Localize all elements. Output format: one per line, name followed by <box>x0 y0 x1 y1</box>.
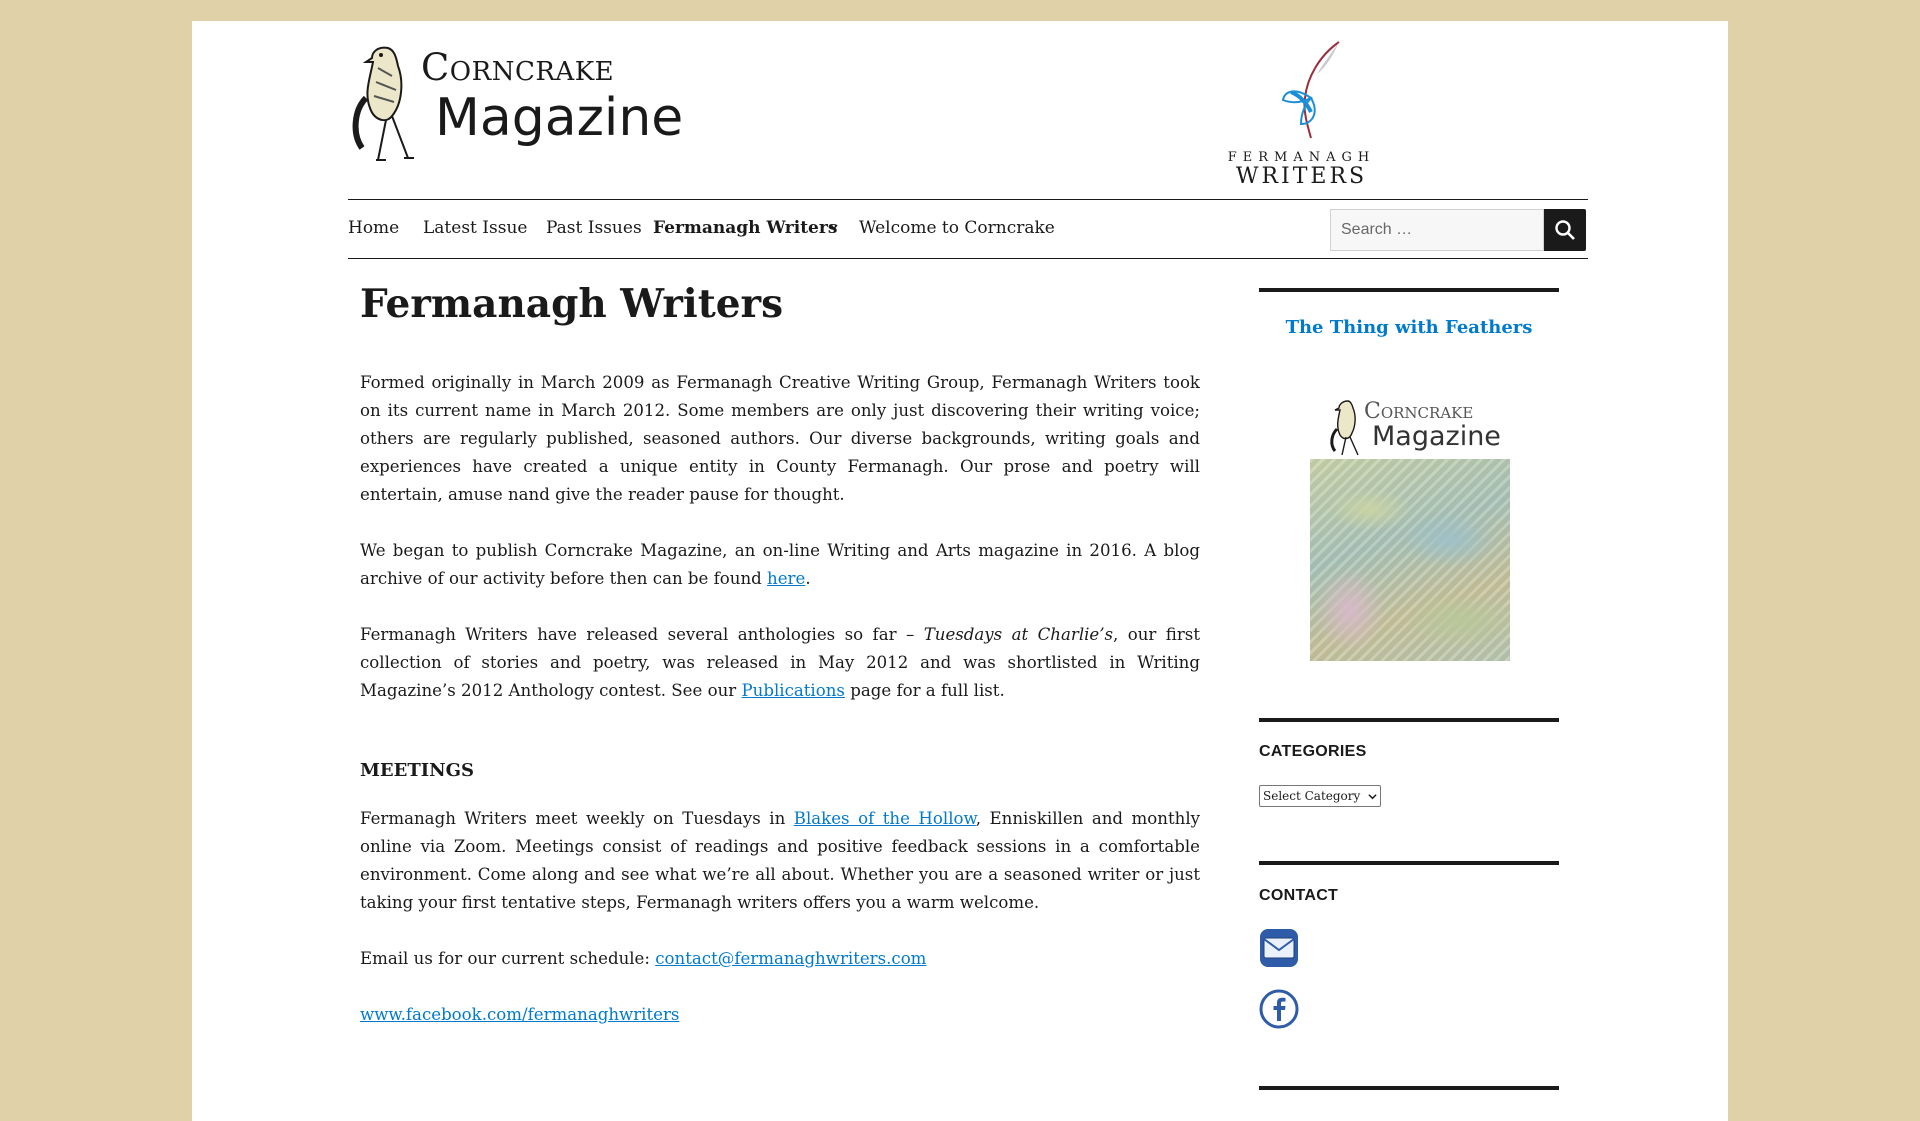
categories-title: CATEGORIES <box>1259 743 1367 760</box>
fermanagh-writers-logo-line1: FERMANAGH <box>1227 150 1376 165</box>
meetings-heading: MEETINGS <box>360 759 475 781</box>
email-icon[interactable] <box>1259 928 1299 968</box>
featured-issue-cover[interactable] <box>1310 393 1510 661</box>
quill-dragonfly-icon <box>1261 38 1351 148</box>
site-logo-line1: Corncrake <box>421 46 615 89</box>
categories-select[interactable]: Select Category <box>1259 785 1381 807</box>
page-container <box>192 21 1728 1121</box>
chevron-down-icon <box>1368 792 1377 801</box>
meetings-paragraph: Fermanagh Writers meet weekly on Tuesdays in Blakes of the Hollow, Enniskillen and monthly online via Zoom. Meetings consist of readings and positive feedback sessions in a comfortable environment. Come along and see what we’re all about. Whether you are a seasoned writer or just taking your first tentative steps, Fermanagh writers offers you a warm welcome. <box>360 808 1201 912</box>
featured-issue-title[interactable]: The Thing with Feathers <box>1285 317 1533 338</box>
facebook-icon[interactable] <box>1259 989 1299 1029</box>
blog-archive-link[interactable]: here <box>767 568 806 588</box>
nav-item-home[interactable]: Home <box>348 218 400 238</box>
fermanagh-writers-logo-line2: WRITERS <box>1235 164 1368 189</box>
cover-logo-line1: Corncrake <box>1364 399 1474 424</box>
nav-item-past-issues[interactable]: Past Issues <box>546 218 642 238</box>
widget-divider <box>1259 288 1559 292</box>
publications-link[interactable]: Publications <box>741 680 845 700</box>
corncrake-bird-icon <box>348 38 428 168</box>
corncrake-bird-icon <box>1328 397 1368 459</box>
fermanagh-writers-logo[interactable] <box>1216 38 1386 193</box>
facebook-page-link[interactable]: www.facebook.com/fermanaghwriters <box>360 1004 680 1024</box>
widget-divider <box>1259 861 1559 865</box>
magazine-paragraph: We began to publish Corncrake Magazine, an on-line Writing and Arts magazine in 2016. A blog archive of our activity before then can be found here. <box>360 540 1200 588</box>
nav-item-latest-issue[interactable]: Latest Issue <box>423 218 528 238</box>
email-paragraph: Email us for our current schedule: contact@fermanaghwriters.com <box>360 948 927 968</box>
intro-paragraph: Formed originally in March 2009 as Fermanagh Creative Writing Group, Fermanagh Writers took on its current name in March 2012. Some members are only just discovering their writing voice; others are regularly published, seasoned authors. Our diverse backgrounds, writing goals and experiences have created a unique entity in County Fermanagh. Our prose and poetry will entertain, amuse nand give the reader pause for thought. <box>360 372 1200 504</box>
search-input[interactable]: Search … <box>1330 209 1544 251</box>
blakes-of-the-hollow-link[interactable]: Blakes of the Hollow <box>793 808 976 828</box>
search-icon <box>1554 219 1576 241</box>
page-title: Fermanagh Writers <box>360 281 784 327</box>
site-logo-line2: Magazine <box>435 88 684 148</box>
chevron-down-icon[interactable] <box>829 222 839 232</box>
widget-divider <box>1259 1086 1559 1090</box>
contact-email-link[interactable]: contact@fermanaghwriters.com <box>655 948 927 968</box>
facebook-paragraph <box>360 1001 1200 1029</box>
main-navigation <box>348 199 1588 259</box>
sidebar <box>1259 288 1559 904</box>
nav-item-welcome[interactable]: Welcome to Corncrake <box>859 218 1055 238</box>
anthologies-paragraph: Fermanagh Writers have released several anthologies so far – Tuesdays at Charlie’s, our first collection of stories and poetry, was released in May 2012 and was shortlisted in Writing Magazine’s 2012 Anthology contest. See our Publications page for a full list. <box>360 624 1200 700</box>
cover-logo-line2: Magazine <box>1372 421 1501 452</box>
site-logo[interactable] <box>348 38 684 173</box>
widget-divider <box>1259 718 1559 722</box>
contact-title: CONTACT <box>1259 887 1339 904</box>
search-button[interactable] <box>1544 209 1586 251</box>
feather-artwork-image <box>1310 459 1510 661</box>
nav-item-fermanagh-writers[interactable]: Fermanagh Writers <box>653 218 838 238</box>
main-content <box>360 281 1200 1029</box>
